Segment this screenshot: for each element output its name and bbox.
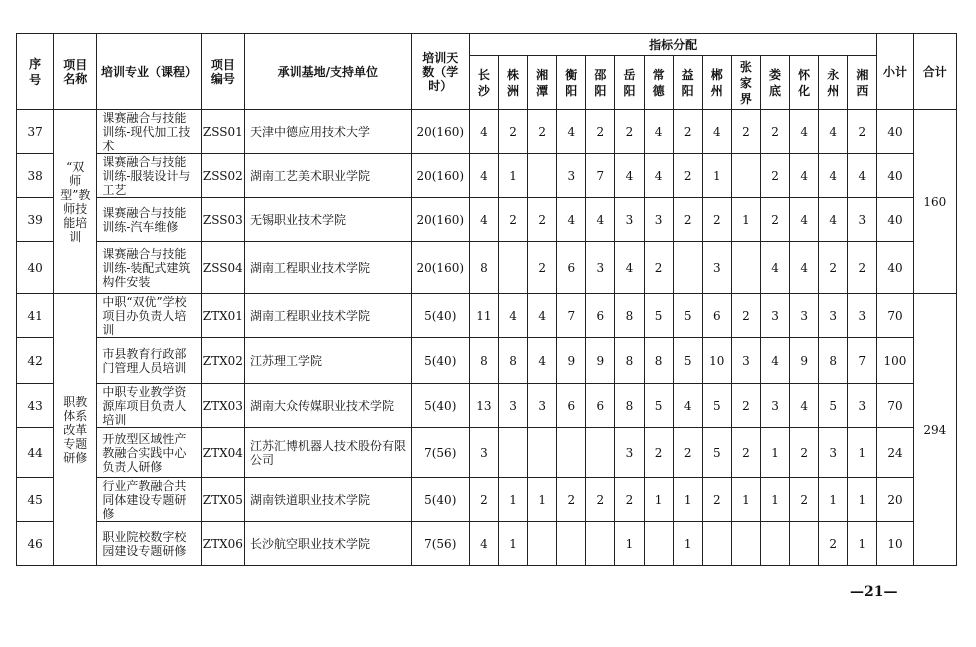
cell-days: 5(40): [411, 384, 469, 428]
cell-city-value: 4: [790, 384, 819, 428]
cell-city-value: 3: [731, 338, 760, 384]
cell-city-value: 4: [790, 154, 819, 198]
cell-seq: 44: [17, 428, 54, 478]
cell-course: 开放型区域性产教融合实践中心负责人研修: [97, 428, 201, 478]
cell-seq: 40: [17, 242, 54, 294]
cell-project-name: [54, 294, 97, 566]
cell-city-value: 1: [702, 154, 731, 198]
cell-city-value: 2: [819, 242, 848, 294]
cell-city-value: [644, 522, 673, 566]
cell-city-value: 2: [528, 242, 557, 294]
cell-city-value: [731, 154, 760, 198]
cell-city-value: 2: [615, 478, 644, 522]
cell-city-value: 3: [469, 428, 498, 478]
header-project-code: 项目编号: [201, 34, 244, 110]
cell-city-value: 7: [848, 338, 877, 384]
cell-subtotal: 10: [877, 522, 913, 566]
cell-city-value: [557, 522, 586, 566]
header-city: 怀化: [790, 56, 819, 110]
cell-code: ZTX01: [201, 294, 244, 338]
cell-base: 湖南工程职业技术学院: [244, 242, 411, 294]
cell-city-value: 4: [819, 198, 848, 242]
cell-days: 5(40): [411, 478, 469, 522]
cell-city-value: 2: [528, 198, 557, 242]
cell-code: ZTX03: [201, 384, 244, 428]
cell-city-value: 4: [586, 198, 615, 242]
cell-city-value: 1: [673, 478, 702, 522]
cell-city-value: 2: [702, 198, 731, 242]
cell-course: 课赛融合与技能训练-服装设计与工艺: [97, 154, 201, 198]
cell-city-value: 2: [760, 154, 789, 198]
cell-city-value: [498, 428, 527, 478]
cell-city-value: 2: [528, 110, 557, 154]
cell-city-value: 2: [760, 110, 789, 154]
cell-code: ZSS04: [201, 242, 244, 294]
table-row: [17, 384, 957, 428]
cell-city-value: 1: [498, 154, 527, 198]
project-name-text: 职教体系改革专题研修: [63, 394, 88, 465]
cell-city-value: 2: [731, 294, 760, 338]
cell-city-value: 4: [528, 338, 557, 384]
header-city: 常德: [644, 56, 673, 110]
cell-project-name: [54, 110, 97, 294]
cell-city-value: 2: [498, 198, 527, 242]
header-city: 湘潭: [528, 56, 557, 110]
cell-city-value: [673, 242, 702, 294]
cell-city-value: 11: [469, 294, 498, 338]
cell-city-value: 4: [644, 110, 673, 154]
table-row: [17, 154, 957, 198]
cell-course: 中职“双优”学校项目办负责人培训: [97, 294, 201, 338]
page-number: —21—: [850, 584, 898, 600]
header-city: 湘西: [848, 56, 877, 110]
cell-subtotal: 40: [877, 154, 913, 198]
cell-city-value: 2: [644, 428, 673, 478]
cell-days: 5(40): [411, 294, 469, 338]
cell-city-value: 4: [498, 294, 527, 338]
cell-city-value: 6: [557, 242, 586, 294]
cell-seq: 37: [17, 110, 54, 154]
cell-total: 160: [913, 110, 956, 294]
cell-base: 湖南大众传媒职业技术学院: [244, 384, 411, 428]
project-name-text: “双师型”教师技能培训: [60, 159, 91, 244]
cell-city-value: 3: [557, 154, 586, 198]
cell-city-value: 9: [557, 338, 586, 384]
cell-city-value: 1: [731, 478, 760, 522]
cell-subtotal: 100: [877, 338, 913, 384]
cell-city-value: 2: [586, 478, 615, 522]
cell-city-value: 9: [790, 338, 819, 384]
cell-city-value: 4: [615, 154, 644, 198]
table-row: [17, 478, 957, 522]
cell-city-value: 2: [586, 110, 615, 154]
cell-city-value: 3: [848, 198, 877, 242]
cell-city-value: 3: [760, 294, 789, 338]
cell-city-value: 3: [615, 428, 644, 478]
cell-days: 20(160): [411, 198, 469, 242]
cell-city-value: [731, 522, 760, 566]
cell-city-value: 6: [557, 384, 586, 428]
cell-city-value: 3: [586, 242, 615, 294]
cell-city-value: 8: [498, 338, 527, 384]
header-city: 岳阳: [615, 56, 644, 110]
cell-city-value: 1: [498, 478, 527, 522]
cell-city-value: 4: [760, 338, 789, 384]
cell-city-value: [498, 242, 527, 294]
cell-city-value: 2: [702, 478, 731, 522]
cell-base: 无锡职业技术学院: [244, 198, 411, 242]
cell-subtotal: 24: [877, 428, 913, 478]
cell-code: ZTX04: [201, 428, 244, 478]
cell-city-value: 2: [819, 522, 848, 566]
cell-subtotal: 40: [877, 110, 913, 154]
header-city: 邵阳: [586, 56, 615, 110]
cell-city-value: [557, 428, 586, 478]
cell-code: ZTX06: [201, 522, 244, 566]
table-row: [17, 198, 957, 242]
table-row: [17, 522, 957, 566]
cell-city-value: 4: [819, 154, 848, 198]
cell-city-value: 4: [469, 198, 498, 242]
cell-city-value: 7: [557, 294, 586, 338]
table-row: [17, 338, 957, 384]
cell-subtotal: 40: [877, 198, 913, 242]
cell-city-value: 6: [586, 294, 615, 338]
cell-city-value: 1: [615, 522, 644, 566]
cell-code: ZTX02: [201, 338, 244, 384]
cell-city-value: 4: [702, 110, 731, 154]
cell-city-value: 6: [586, 384, 615, 428]
cell-course: 课赛融合与技能训练-汽车维修: [97, 198, 201, 242]
cell-city-value: 1: [848, 478, 877, 522]
header-city: 娄底: [760, 56, 789, 110]
cell-city-value: 4: [790, 242, 819, 294]
cell-city-value: 4: [790, 198, 819, 242]
cell-city-value: 3: [760, 384, 789, 428]
header-city: 益阳: [673, 56, 702, 110]
cell-base: 湖南工艺美术职业学院: [244, 154, 411, 198]
cell-city-value: 1: [644, 478, 673, 522]
header-days: 培训天数（学时）: [411, 34, 469, 110]
cell-city-value: 8: [469, 242, 498, 294]
cell-city-value: 2: [644, 242, 673, 294]
cell-city-value: 2: [498, 110, 527, 154]
header-base: 承训基地/支持单位: [244, 34, 411, 110]
cell-code: ZSS02: [201, 154, 244, 198]
table-row: [17, 428, 957, 478]
cell-course: 市县教育行政部门管理人员培训: [97, 338, 201, 384]
cell-city-value: 5: [702, 428, 731, 478]
cell-base: 江苏理工学院: [244, 338, 411, 384]
cell-seq: 46: [17, 522, 54, 566]
cell-course: 课赛融合与技能训练-装配式建筑构件安装: [97, 242, 201, 294]
cell-city-value: 2: [615, 110, 644, 154]
cell-city-value: 8: [615, 384, 644, 428]
header-city: 株洲: [498, 56, 527, 110]
cell-city-value: 4: [760, 242, 789, 294]
cell-city-value: 4: [528, 294, 557, 338]
cell-city-value: [528, 522, 557, 566]
cell-city-value: 1: [819, 478, 848, 522]
cell-city-value: 8: [819, 338, 848, 384]
cell-city-value: 2: [790, 428, 819, 478]
cell-city-value: 5: [644, 384, 673, 428]
cell-days: 20(160): [411, 110, 469, 154]
header-project-name: 项目名称: [54, 34, 97, 110]
cell-subtotal: 70: [877, 294, 913, 338]
cell-city-value: 2: [731, 384, 760, 428]
cell-city-value: 4: [673, 384, 702, 428]
cell-city-value: 1: [760, 428, 789, 478]
cell-city-value: 2: [673, 154, 702, 198]
cell-course: 职业院校数字校园建设专题研修: [97, 522, 201, 566]
cell-seq: 38: [17, 154, 54, 198]
cell-city-value: 2: [673, 110, 702, 154]
cell-city-value: 6: [702, 294, 731, 338]
table-row: [17, 110, 957, 154]
table-row: [17, 242, 957, 294]
cell-city-value: [528, 154, 557, 198]
cell-city-value: 3: [644, 198, 673, 242]
header-city: 永州: [819, 56, 848, 110]
cell-days: 20(160): [411, 242, 469, 294]
cell-subtotal: 20: [877, 478, 913, 522]
cell-city-value: 5: [819, 384, 848, 428]
cell-city-value: 3: [615, 198, 644, 242]
header-city: 郴州: [702, 56, 731, 110]
cell-city-value: 3: [848, 384, 877, 428]
cell-city-value: 5: [673, 338, 702, 384]
cell-days: 5(40): [411, 338, 469, 384]
cell-city-value: 4: [848, 154, 877, 198]
cell-course: 课赛融合与技能训练-现代加工技术: [97, 110, 201, 154]
header-total: 合计: [913, 34, 956, 110]
cell-city-value: 3: [790, 294, 819, 338]
cell-seq: 43: [17, 384, 54, 428]
cell-code: ZTX05: [201, 478, 244, 522]
header-seq: 序号: [17, 34, 54, 110]
cell-days: 20(160): [411, 154, 469, 198]
cell-seq: 41: [17, 294, 54, 338]
cell-city-value: 3: [498, 384, 527, 428]
cell-city-value: 2: [731, 428, 760, 478]
cell-city-value: [760, 522, 789, 566]
cell-city-value: 2: [731, 110, 760, 154]
header-allocation: 指标分配: [469, 34, 877, 56]
cell-city-value: [790, 522, 819, 566]
cell-city-value: 4: [469, 110, 498, 154]
cell-city-value: 1: [731, 198, 760, 242]
cell-base: 天津中德应用技术大学: [244, 110, 411, 154]
cell-city-value: 4: [819, 110, 848, 154]
cell-city-value: 1: [498, 522, 527, 566]
cell-city-value: [702, 522, 731, 566]
cell-city-value: 10: [702, 338, 731, 384]
cell-city-value: 9: [586, 338, 615, 384]
cell-base: 湖南铁道职业技术学院: [244, 478, 411, 522]
cell-subtotal: 40: [877, 242, 913, 294]
cell-city-value: 5: [702, 384, 731, 428]
cell-city-value: 2: [673, 428, 702, 478]
cell-city-value: 2: [790, 478, 819, 522]
cell-city-value: 4: [469, 154, 498, 198]
cell-city-value: 5: [644, 294, 673, 338]
cell-city-value: 2: [673, 198, 702, 242]
cell-seq: 42: [17, 338, 54, 384]
cell-city-value: 4: [615, 242, 644, 294]
cell-city-value: 2: [469, 478, 498, 522]
cell-city-value: 4: [557, 198, 586, 242]
cell-city-value: 4: [644, 154, 673, 198]
cell-city-value: 1: [848, 428, 877, 478]
cell-city-value: 2: [848, 242, 877, 294]
cell-city-value: 3: [819, 428, 848, 478]
cell-course: 行业产教融合共同体建设专题研修: [97, 478, 201, 522]
cell-base: 江苏汇博机器人技术股份有限公司: [244, 428, 411, 478]
cell-city-value: 8: [644, 338, 673, 384]
cell-days: 7(56): [411, 428, 469, 478]
cell-city-value: 1: [760, 478, 789, 522]
cell-city-value: 3: [528, 384, 557, 428]
cell-base: 长沙航空职业技术学院: [244, 522, 411, 566]
cell-city-value: 1: [528, 478, 557, 522]
header-city: 长沙: [469, 56, 498, 110]
cell-city-value: 13: [469, 384, 498, 428]
header-city: 张家界: [731, 56, 760, 110]
cell-course: 中职专业教学资源库项目负责人培训: [97, 384, 201, 428]
header-city: 衡阳: [557, 56, 586, 110]
cell-city-value: 3: [848, 294, 877, 338]
cell-city-value: [731, 242, 760, 294]
cell-seq: 45: [17, 478, 54, 522]
table-row: [17, 294, 957, 338]
cell-city-value: 8: [615, 338, 644, 384]
cell-days: 7(56): [411, 522, 469, 566]
cell-city-value: 1: [673, 522, 702, 566]
header-subtotal: 小计: [877, 34, 913, 110]
cell-base: 湖南工程职业技术学院: [244, 294, 411, 338]
cell-city-value: 7: [586, 154, 615, 198]
cell-city-value: 8: [469, 338, 498, 384]
cell-city-value: 4: [557, 110, 586, 154]
cell-seq: 39: [17, 198, 54, 242]
cell-city-value: 5: [673, 294, 702, 338]
cell-city-value: 2: [848, 110, 877, 154]
header-course: 培训专业（课程）: [97, 34, 201, 110]
cell-city-value: 4: [469, 522, 498, 566]
cell-total: 294: [913, 294, 956, 566]
cell-code: ZSS03: [201, 198, 244, 242]
cell-city-value: [586, 428, 615, 478]
cell-city-value: 8: [615, 294, 644, 338]
cell-city-value: 1: [848, 522, 877, 566]
cell-subtotal: 70: [877, 384, 913, 428]
cell-city-value: 3: [702, 242, 731, 294]
cell-city-value: [528, 428, 557, 478]
cell-city-value: 3: [819, 294, 848, 338]
cell-city-value: 2: [557, 478, 586, 522]
cell-city-value: 2: [760, 198, 789, 242]
cell-code: ZSS01: [201, 110, 244, 154]
allocation-table: [16, 33, 957, 566]
cell-city-value: 4: [790, 110, 819, 154]
cell-city-value: [586, 522, 615, 566]
